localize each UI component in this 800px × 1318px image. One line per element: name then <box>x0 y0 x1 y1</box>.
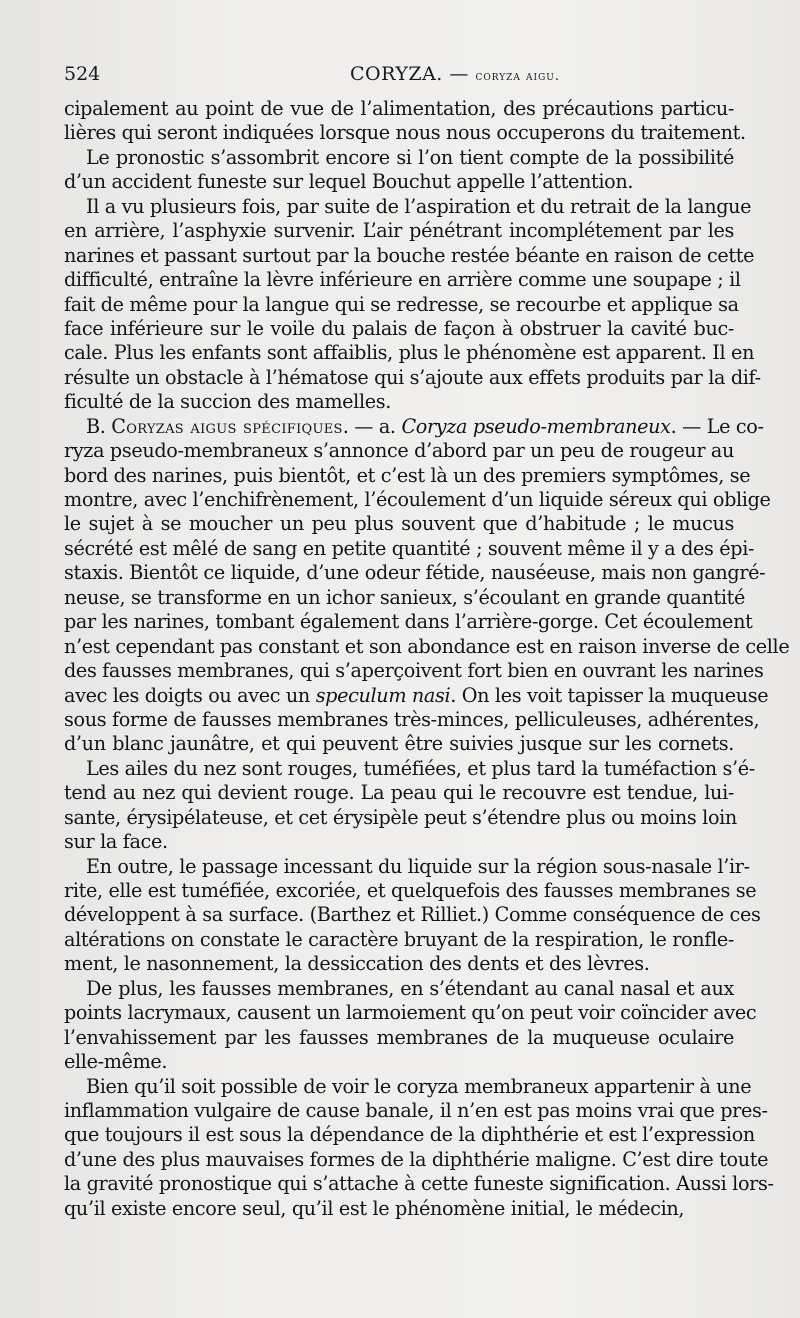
text-run: . — Le co- <box>670 414 764 438</box>
body-text <box>64 97 790 1221</box>
text-line: montre, avec l’enchifrènement, l’écoulement d’un liquide séreux qui oblige <box>64 488 771 511</box>
text-line: la gravité pronostique qui s’attache à cette funeste signification. Aussi lors- <box>64 1172 774 1196</box>
text-line: en arrière, l’asphyxie survenir. L’air pénétrant incomplétement par les <box>64 219 734 243</box>
text-line: cipalement au point de vue de l’alimentation, des précautions particu- <box>64 97 734 120</box>
text-line: Bien qu’il soit possible de voir le coryza membraneux appartenir à une <box>86 1074 752 1098</box>
chapter-title: CORYZA. <box>350 63 443 85</box>
text-line: Le pronostic s’assombrit encore si l’on tient compte de la possibilité <box>86 145 734 169</box>
page-number: 524 <box>64 63 101 85</box>
section-subtitle: coryza aigu. <box>475 69 560 84</box>
italic-text: Coryza pseudo-membraneux <box>401 414 671 438</box>
text-line: que toujours il est sous la dépendance de la diphthérie et est l’expression <box>64 1123 755 1147</box>
text-line: face inférieure sur le voile du palais de façon à obstruer la cavité buc- <box>64 316 734 340</box>
running-header <box>64 63 736 93</box>
text-line: d’un accident funeste sur lequel Bouchut appelle l’attention. <box>64 170 634 194</box>
text-line: sante, érysipélateuse, et cet érysipèle peut s’étendre plus ou moins loin <box>64 805 737 829</box>
text-line: En outre, le passage incessant du liquide sur la région sous-nasale l’ir- <box>86 854 750 878</box>
text-line: elle-même. <box>64 1050 168 1074</box>
running-title <box>350 63 560 85</box>
text-line: ryza pseudo-membraneux s’annonce d’abord par un peu de rougeur au <box>64 439 734 463</box>
text-line: d’un blanc jaunâtre, et qui peuvent être suivies jusque sur les cornets. <box>64 732 734 756</box>
text-line: difficulté, entraîne la lèvre inférieure en arrière comme une soupape ; il <box>64 268 741 292</box>
text-line: sécrété est mêlé de sang en petite quantité ; souvent même il y a des épi- <box>64 536 755 560</box>
text-line: développent à sa surface. (Barthez et Rilliet.) Comme conséquence de ces <box>64 903 761 927</box>
text-line: staxis. Bientôt ce liquide, d’une odeur fétide, nauséeuse, mais non gangré- <box>64 561 766 585</box>
text-line: Les ailes du nez sont rouges, tuméfiées, et plus tard la tuméfaction s’é- <box>86 756 755 780</box>
smallcaps-heading: Coryzas aigus spécifiques <box>111 414 343 438</box>
text-line: rite, elle est tuméfiée, excoriée, et quelquefois des fausses membranes se <box>64 879 757 902</box>
text-line: résulte un obstacle à l’hématose qui s’ajoute aux effets produits par la dif- <box>64 365 761 389</box>
text-line: cale. Plus les enfants sont affaiblis, plus le phénomène est apparent. Il en <box>64 341 755 365</box>
text-run: B. <box>86 414 112 438</box>
text-line: neuse, se transforme en un ichor sanieux, s’écoulant en grande quantité <box>64 585 745 609</box>
text-run: . — a. <box>342 414 402 438</box>
text-line: par les narines, tombant également dans l’arrière-gorge. Cet écoulement <box>64 610 753 634</box>
text-line: tend au nez qui devient rouge. La peau qui le recouvre est tendue, lui- <box>64 781 734 805</box>
text-line: sur la face. <box>64 830 168 854</box>
text-line: sous forme de fausses membranes très-minces, pelliculeuses, adhérentes, <box>64 707 760 731</box>
text-line: fait de même pour la langue qui se redresse, se recourbe et applique sa <box>64 292 739 316</box>
italic-text: speculum nasi <box>315 683 451 707</box>
text-line: qu’il existe encore seul, qu’il est le phénomène initial, le médecin, <box>64 1196 685 1220</box>
text-line: points lacrymaux, causent un larmoiement qu’on peut voir coïncider avec <box>64 1001 757 1025</box>
text-line: ficulté de la succion des mamelles. <box>64 390 391 414</box>
title-separator: — <box>442 63 476 85</box>
text-run: . On les voit tapisser la muqueuse <box>450 683 769 707</box>
text-line: le sujet à se moucher un peu plus souvent que d’habitude ; le mucus <box>64 512 734 536</box>
text-line: des fausses membranes, qui s’aperçoivent fort bien en ouvrant les narines <box>64 659 764 683</box>
text-line: De plus, les fausses membranes, en s’étendant au canal nasal et aux <box>86 976 734 1000</box>
text-line: altérations on constate le caractère bruyant de la respiration, le ronfle- <box>64 927 734 951</box>
text-run: avec les doigts ou avec un <box>64 683 316 707</box>
text-line: ment, le nasonnement, la dessiccation des dents et des lèvres. <box>64 952 650 976</box>
text-line: Il a vu plusieurs fois, par suite de l’aspiration et du retrait de la langue <box>86 194 752 218</box>
text-line: inflammation vulgaire de cause banale, il n’en est pas moins vrai que pres- <box>64 1098 768 1122</box>
text-line: bord des narines, puis bientôt, et c’est là un des premiers symptômes, se <box>64 463 751 487</box>
text-line: n’est cependant pas constant et son abondance est en raison inverse de celle <box>64 634 790 658</box>
text-line: narines et passant surtout par la bouche restée béante en raison de cette <box>64 243 755 267</box>
text-line: d’une des plus mauvaises formes de la diphthérie maligne. C’est dire toute <box>64 1147 769 1171</box>
text-line: l’envahissement par les fausses membranes de la muqueuse oculaire <box>64 1025 734 1049</box>
text-line <box>64 683 769 708</box>
text-line: lières qui seront indiquées lorsque nous nous occuperons du traitement. <box>64 121 746 145</box>
text-line <box>64 414 764 439</box>
